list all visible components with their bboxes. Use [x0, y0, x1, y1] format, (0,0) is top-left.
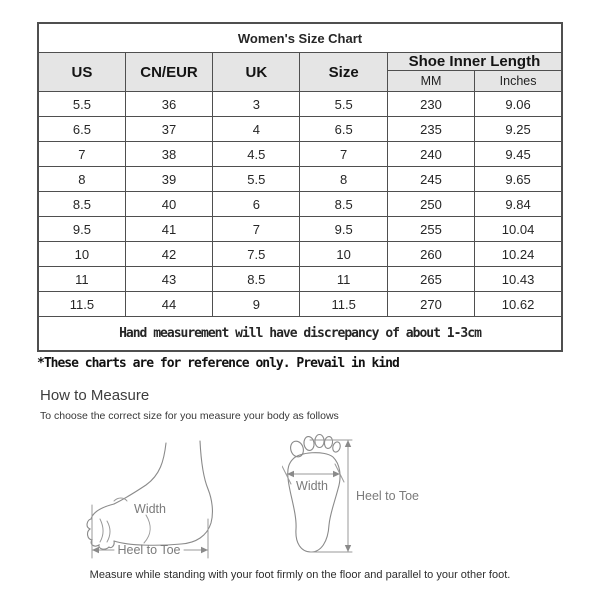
- cell-inches: 10.04: [475, 217, 562, 242]
- cell-inches: 9.06: [475, 92, 562, 117]
- table-row: [38, 267, 562, 292]
- cell-us: 10: [38, 242, 125, 267]
- table-row: [38, 217, 562, 242]
- cell-uk: 7.5: [213, 242, 300, 267]
- cell-cn-eur: 44: [125, 292, 212, 317]
- size-table: [37, 22, 563, 352]
- cell-mm: 235: [387, 117, 474, 142]
- cell-us: 8: [38, 167, 125, 192]
- table-row: [38, 142, 562, 167]
- cell-size: 8.5: [300, 192, 387, 217]
- cell-inches: 10.24: [475, 242, 562, 267]
- table-row: [38, 242, 562, 267]
- cell-us: 5.5: [38, 92, 125, 117]
- table-row: [38, 292, 562, 317]
- column-header-cn-eur: CN/EUR: [125, 53, 212, 92]
- cell-us: 11: [38, 267, 125, 292]
- cell-mm: 270: [387, 292, 474, 317]
- top-heel-to-toe-dimension: [310, 440, 352, 552]
- column-header-uk: UK: [213, 53, 300, 92]
- table-row: [38, 167, 562, 192]
- cell-cn-eur: 37: [125, 117, 212, 142]
- cell-inches: 10.43: [475, 267, 562, 292]
- top-heel-to-toe-label: Heel to Toe: [356, 489, 420, 503]
- table-header-row: [38, 53, 562, 71]
- table-row: [38, 117, 562, 142]
- cell-cn-eur: 40: [125, 192, 212, 217]
- column-header-mm: MM: [387, 71, 474, 92]
- foot-top-view-diagram: [282, 428, 477, 563]
- cell-uk: 7: [213, 217, 300, 242]
- table-note-row: [38, 317, 562, 352]
- top-width-label: Width: [296, 479, 328, 493]
- cell-mm: 260: [387, 242, 474, 267]
- cell-cn-eur: 41: [125, 217, 212, 242]
- cell-uk: 8.5: [213, 267, 300, 292]
- column-header-inner-length: Shoe Inner Length: [387, 53, 562, 71]
- how-to-measure-heading: How to Measure: [40, 387, 150, 404]
- cell-cn-eur: 36: [125, 92, 212, 117]
- cell-inches: 10.62: [475, 292, 562, 317]
- table-title-row: [38, 23, 562, 53]
- reference-note: *These charts are for reference only. Prevail in kind: [37, 356, 399, 371]
- cell-size: 9.5: [300, 217, 387, 242]
- cell-uk: 9: [213, 292, 300, 317]
- cell-uk: 4.5: [213, 142, 300, 167]
- cell-size: 10: [300, 242, 387, 267]
- table-row: [38, 192, 562, 217]
- cell-us: 8.5: [38, 192, 125, 217]
- cell-uk: 6: [213, 192, 300, 217]
- side-width-label: Width: [134, 502, 166, 516]
- cell-size: 7: [300, 142, 387, 167]
- cell-mm: 245: [387, 167, 474, 192]
- table-row: [38, 92, 562, 117]
- measure-caption: Measure while standing with your foot firmly on the floor and parallel to your other foot.: [89, 569, 511, 581]
- cell-cn-eur: 43: [125, 267, 212, 292]
- cell-cn-eur: 42: [125, 242, 212, 267]
- cell-cn-eur: 39: [125, 167, 212, 192]
- cell-mm: 250: [387, 192, 474, 217]
- cell-size: 6.5: [300, 117, 387, 142]
- column-header-us: US: [38, 53, 125, 92]
- cell-us: 11.5: [38, 292, 125, 317]
- cell-mm: 240: [387, 142, 474, 167]
- cell-size: 8: [300, 167, 387, 192]
- cell-uk: 3: [213, 92, 300, 117]
- footprint-outline: [288, 435, 342, 553]
- column-header-size: Size: [300, 53, 387, 92]
- side-heel-to-toe-label: Heel to Toe: [117, 543, 181, 557]
- cell-inches: 9.25: [475, 117, 562, 142]
- cell-cn-eur: 38: [125, 142, 212, 167]
- cell-us: 6.5: [38, 117, 125, 142]
- foot-side-outline: [87, 441, 212, 549]
- foot-side-view-diagram: [84, 433, 219, 563]
- how-to-measure-subtitle: To choose the correct size for you measure your body as follows: [40, 410, 339, 422]
- cell-mm: 255: [387, 217, 474, 242]
- cell-us: 7: [38, 142, 125, 167]
- cell-uk: 5.5: [213, 167, 300, 192]
- cell-inches: 9.45: [475, 142, 562, 167]
- cell-uk: 4: [213, 117, 300, 142]
- cell-size: 11: [300, 267, 387, 292]
- cell-inches: 9.84: [475, 192, 562, 217]
- cell-mm: 265: [387, 267, 474, 292]
- cell-size: 5.5: [300, 92, 387, 117]
- table-note: Hand measurement will have discrepancy of about 1-3cm: [38, 317, 562, 352]
- table-title: Women's Size Chart: [38, 23, 562, 53]
- cell-us: 9.5: [38, 217, 125, 242]
- column-header-inches: Inches: [475, 71, 562, 92]
- cell-size: 11.5: [300, 292, 387, 317]
- cell-mm: 230: [387, 92, 474, 117]
- cell-inches: 9.65: [475, 167, 562, 192]
